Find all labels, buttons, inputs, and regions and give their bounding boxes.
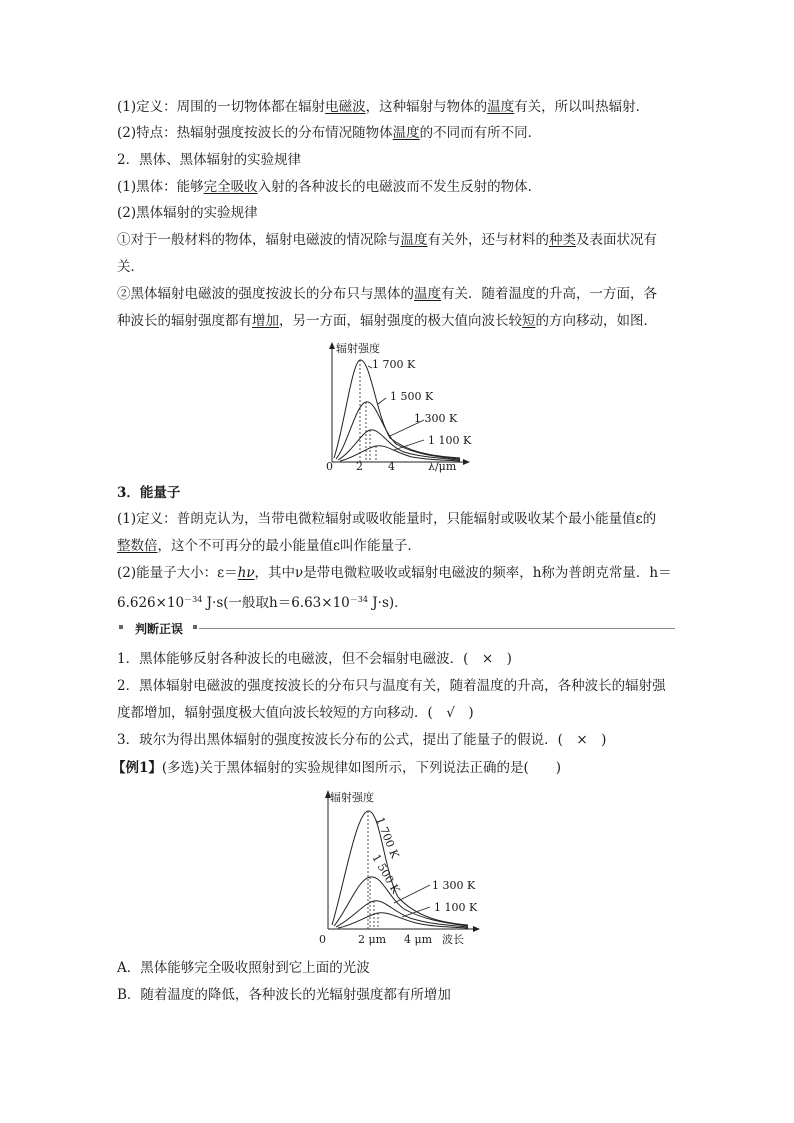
- curve-label-1500k: 1 500 K: [390, 390, 434, 403]
- x-tick-label: 2: [356, 460, 363, 473]
- curve-label-1300k: 1 300 K: [414, 412, 458, 425]
- x-axis-arrow: [463, 459, 470, 465]
- curve-label-1100k: 1 100 K: [428, 434, 472, 447]
- judge-question-1: 1．黑体能够反射各种波长的电磁波，但不会辐射电磁波．( × ): [117, 651, 512, 667]
- section-3-heading: 3．能量子: [117, 485, 181, 501]
- curve-label-1500k: 1 500 K: [369, 852, 403, 896]
- law-item-2-cont: 种波长的辐射强度都有增加，另一方面，辐射强度的极大值向波长较短的方向移动，如图．: [117, 313, 657, 329]
- y-axis-arrow: [329, 342, 335, 349]
- example-tag: 【例1】: [112, 760, 162, 776]
- judge-question-2: 2．黑体辐射电磁波的强度按波长的分布只与温度有关，随着温度的升高，各种波长的辐射强: [117, 678, 666, 694]
- judge-question-3: 3．玻尔为得出黑体辐射的强度按波长分布的公式，提出了能量子的假说．( × ): [117, 732, 607, 748]
- quantum-size: (2)能量子大小：ε＝hν，其中ν是带电微粒吸收或辐射电磁波的频率，h称为普朗克常量．h＝: [117, 565, 672, 581]
- divider-marker: [119, 625, 123, 629]
- quantum-definition-cont: 整数倍，这个不可再分的最小能量值ε叫作能量子．: [117, 538, 421, 554]
- example-text: (多选)关于黑体辐射的实验规律如图所示，下列说法正确的是( ): [161, 760, 561, 776]
- quantum-definition: (1)定义：普朗克认为，当带电微粒辐射或吸收能量时，只能辐射或吸收某个最小能量值ε的: [117, 511, 657, 527]
- curve-label-1700k: 1 700 K: [373, 815, 402, 861]
- judge-title: 判断正误: [131, 620, 187, 637]
- x-tick-label: 4 μm: [404, 933, 433, 946]
- label-leader: [402, 907, 430, 917]
- curve-label-1100k: 1 100 K: [434, 901, 478, 914]
- curve-label-1300k: 1 300 K: [432, 879, 476, 892]
- y-axis-label: 辐射强度: [336, 342, 380, 355]
- x-axis-label: λ/μm: [428, 460, 457, 473]
- example-1: [112, 759, 561, 777]
- x-tick-label: 2 μm: [358, 933, 387, 946]
- label-leader: [378, 398, 386, 404]
- judge-section-divider: [117, 621, 675, 635]
- feature-line: (2)特点：热辐射强度按波长的分布情况随物体温度的不同而有所不同．: [117, 125, 542, 141]
- blackbody-definition: (1)黑体：能够完全吸收入射的各种波长的电磁波而不发生反射的物体．: [117, 179, 542, 195]
- x-tick-label: 4: [388, 460, 395, 473]
- law-item-2: ②黑体辐射电磁波的强度按波长的分布只与黑体的温度有关．随着温度的升高，一方面，各: [117, 286, 657, 302]
- divider-rule: [199, 628, 675, 629]
- origin-label: 0: [326, 460, 333, 473]
- judge-question-2-cont: 度都增加，辐射强度极大值向波长较短的方向移动．( √ ): [117, 705, 474, 721]
- blackbody-figure-2: [318, 785, 488, 953]
- curve-label-1700k: 1 700 K: [372, 358, 416, 371]
- divider-marker: [193, 625, 197, 629]
- origin-label: 0: [319, 933, 326, 946]
- curve-1500k: [336, 402, 460, 459]
- x-axis-label: 波长: [442, 933, 464, 946]
- law-item-1: ①对于一般材料的物体，辐射电磁波的情况除与温度有关外，还与材料的种类及表面状况有: [117, 232, 657, 248]
- option-b: B．随着温度的降低，各种波长的光辐射强度都有所增加: [117, 987, 451, 1003]
- section-2-heading: 2．黑体、黑体辐射的实验规律: [117, 152, 302, 168]
- planck-constant: $6.626\times 10^{-34}$ J·s(一般取$h=6.63\times 10^{-34}$ J·s)．: [117, 595, 408, 611]
- option-a: A．黑体能够完全吸收照射到它上面的光波: [117, 960, 370, 976]
- law-item-1-cont: 关．: [117, 259, 144, 275]
- y-axis-label: 辐射强度: [330, 791, 374, 804]
- x-axis-arrow: [473, 926, 480, 932]
- blackbody-law-heading: (2)黑体辐射的实验规律: [117, 205, 258, 221]
- blackbody-figure-1: [320, 338, 480, 474]
- definition-line: (1)定义：周围的一切物体都在辐射电磁波，这种辐射与物体的温度有关，所以叫热辐射．: [117, 99, 650, 115]
